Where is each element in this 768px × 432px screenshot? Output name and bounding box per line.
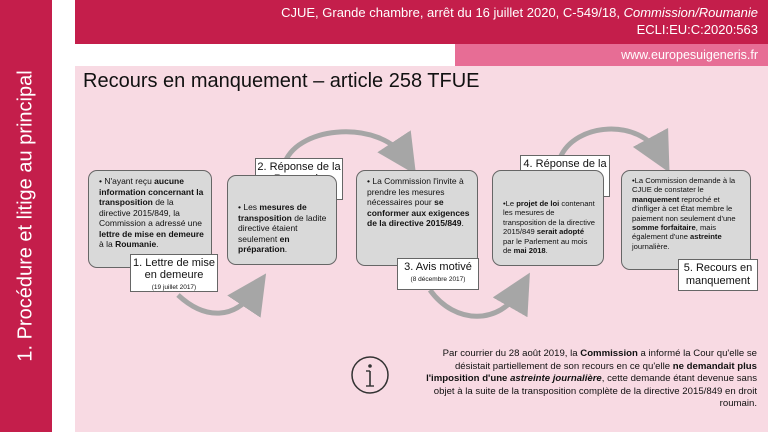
step-1-label: 1. Lettre de mise en demeure (19 juillet 2017) [130,254,218,292]
info-circle-icon [350,355,390,395]
step-2-box: • Les mesures de transposition de ladite directive étaient seulement en préparation. [227,175,337,265]
desistement-note: Par courrier du 28 août 2019, la Commission a informé la Cour qu'elle se désistait partiellement de son recours en ce qu'elle ne demandait plus l'imposition d'une astreinte journalière, cette demande étant devenue sans objet à la suite de la transposition complète de la directive 2015/849 en droit roumain. [426,348,757,409]
step-3-label: 3. Avis motivé (8 décembre 2017) [397,258,479,290]
step-4-label: 4. Réponse de la [520,155,610,197]
arrow-3-4 [430,290,520,316]
step-4-box: •Le projet de loi contenant les mesures de transposition de la directive 2015/849 serait adopté par le Parlement au mois de mai 2018. [492,170,604,266]
website-link[interactable]: www.europesuigeneris.fr [455,44,768,66]
case-reference: CJUE, Grande chambre, arrêt du 16 juillet 2020, C-549/18, Commission/Roumanie [281,5,758,20]
arrow-1-2 [178,290,255,313]
step-2-label: 2. Réponse de la [255,158,343,200]
section-title: 1. Procédure et litige au principal [14,70,37,362]
step-5-label: 5. Recours en manquement [678,259,758,291]
step-3-box: • La Commission l'invite à prendre les mesures nécessaires pour se conformer aux exigences de la directive 2015/849. [356,170,478,266]
ecli-reference: ECLI:EU:C:2020:563 [636,22,758,37]
arrow-4-5 [560,129,660,158]
step-5-box: •La Commission demande à la CJUE de constater le manquement reproché et d'infliger à cet État membre le paiement non seulement d'une somme forfaitaire, mais également d'une astreinte journalière. [621,170,751,270]
slide-title: Recours en manquement – article 258 TFUE [83,70,480,92]
step-1-box: • N'ayant reçu aucune information concernant la transposition de la directive 2015/849, la Commission a adressé une lettre de mise en demeure à la Roumanie. [88,170,212,268]
